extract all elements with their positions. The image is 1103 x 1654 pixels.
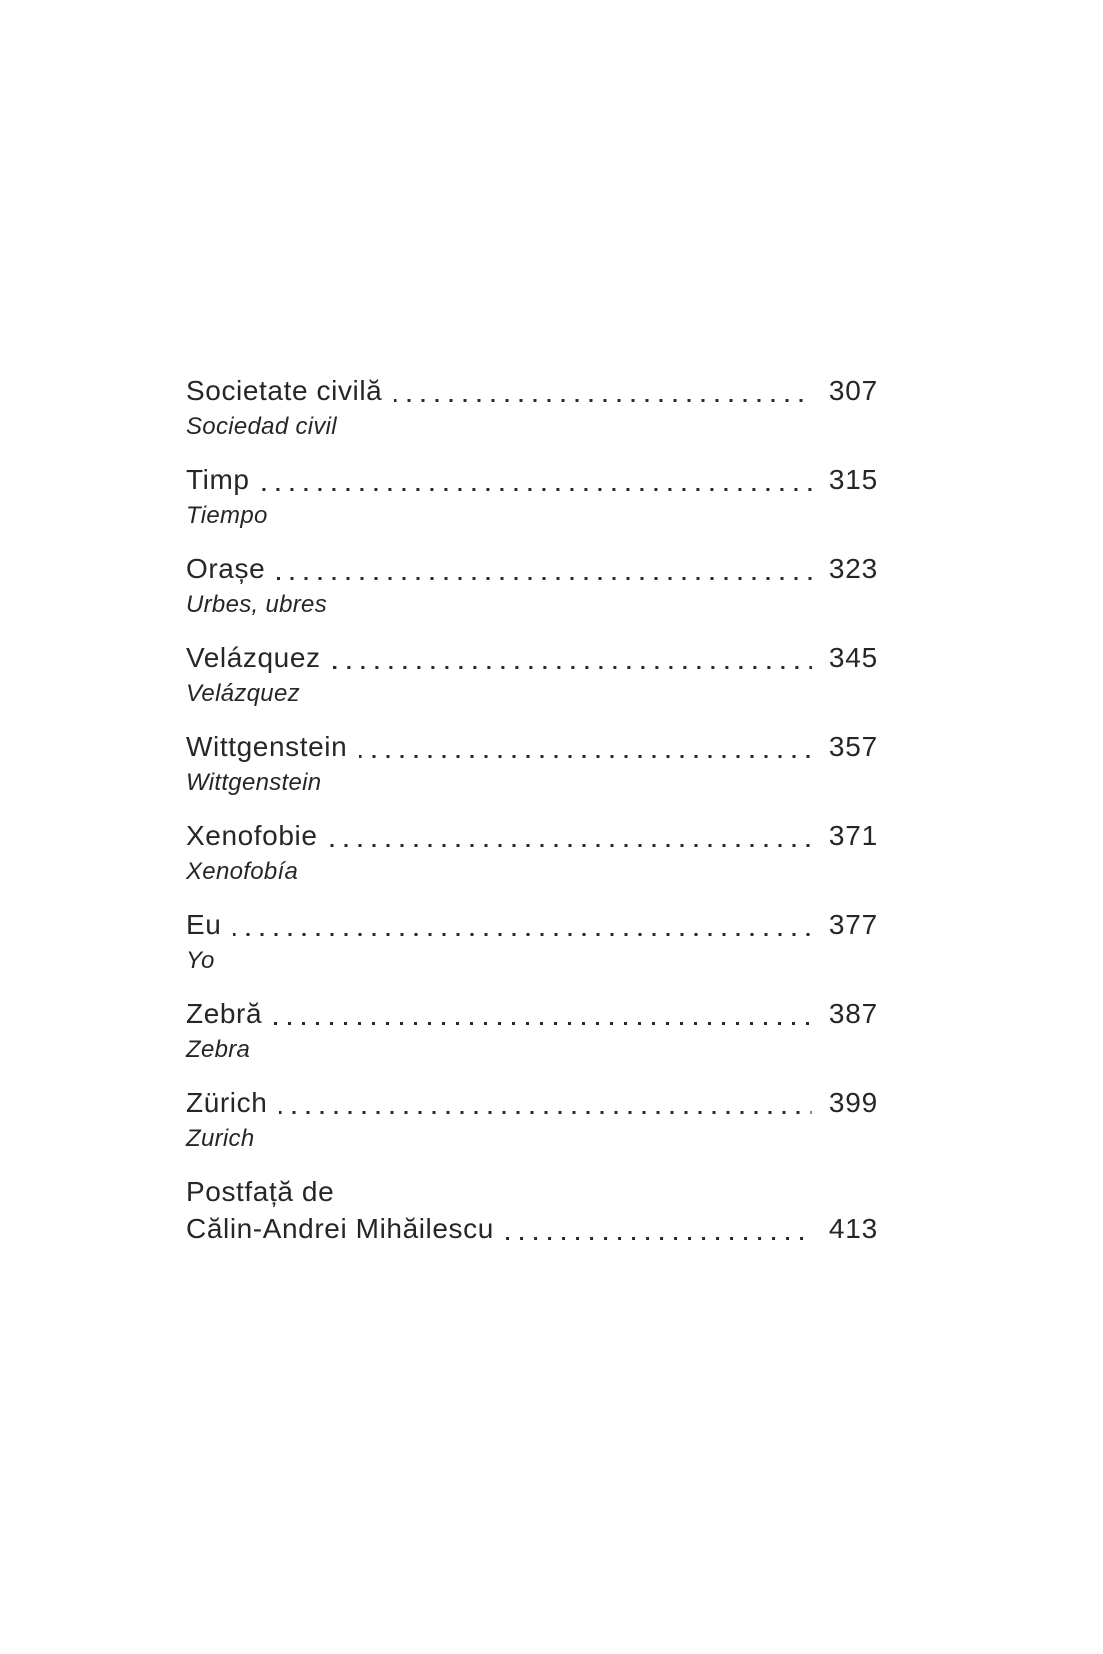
toc-entry	[186, 995, 878, 1068]
dot-leader	[274, 1022, 812, 1025]
toc-entry-page-number: 323	[828, 553, 878, 584]
toc-entry-page-number: 413	[828, 1213, 878, 1244]
toc-entry	[186, 906, 878, 979]
toc-entry-subtitle: Zebra	[186, 1036, 251, 1063]
toc-entry-row	[186, 550, 878, 587]
toc-entry	[186, 817, 878, 890]
toc-entry-row	[186, 728, 878, 765]
toc-entry-row	[186, 461, 878, 498]
toc-entry-page-number: 357	[828, 731, 878, 762]
toc-entry-row	[186, 817, 878, 854]
toc-entry-page-number: 371	[828, 820, 878, 851]
toc-entry-row	[186, 1084, 878, 1121]
dot-leader	[233, 933, 812, 936]
toc-entry-title-line2: Călin-Andrei Mihăilescu	[186, 1213, 494, 1244]
toc-entry-row	[186, 1210, 878, 1247]
dot-leader	[506, 1237, 812, 1240]
toc-entry-subtitle: Wittgenstein	[186, 769, 322, 796]
toc-entry	[186, 461, 878, 534]
toc-entry-page-number: 377	[828, 909, 878, 940]
toc-entry-subtitle: Yo	[186, 947, 215, 974]
dot-leader	[279, 1111, 812, 1114]
toc-entry-title: Wittgenstein	[186, 731, 348, 762]
table-of-contents	[186, 372, 878, 1263]
toc-entry	[186, 639, 878, 712]
toc-entry-subtitle: Velázquez	[186, 680, 300, 707]
toc-entry-title: Timp	[186, 464, 250, 495]
dot-leader	[394, 399, 812, 402]
dot-leader	[333, 666, 812, 669]
toc-entry-page-number: 345	[828, 642, 878, 673]
dot-leader	[330, 844, 812, 847]
toc-entry-row	[186, 995, 878, 1032]
toc-entry-row	[186, 906, 878, 943]
toc-entry-page-number: 307	[828, 375, 878, 406]
dot-leader	[359, 755, 812, 758]
toc-entry-title: Zebră	[186, 998, 263, 1029]
toc-entry	[186, 550, 878, 623]
toc-entry-subtitle: Zurich	[186, 1125, 255, 1152]
dot-leader	[262, 488, 812, 491]
toc-entry-postface	[186, 1173, 878, 1247]
toc-entry-page-number: 315	[828, 464, 878, 495]
toc-entry	[186, 728, 878, 801]
toc-entry-row	[186, 372, 878, 409]
toc-entry-title: Orașe	[186, 553, 266, 584]
toc-entry-title: Societate civilă	[186, 375, 383, 406]
toc-entry	[186, 372, 878, 445]
toc-entry-subtitle: Sociedad civil	[186, 413, 337, 440]
toc-entry-title-line1: Postfață de	[186, 1176, 335, 1207]
toc-entry-title: Eu	[186, 909, 222, 940]
toc-entry-page-number: 387	[828, 998, 878, 1029]
toc-entry-row	[186, 639, 878, 676]
toc-entry-subtitle: Urbes, ubres	[186, 591, 327, 618]
toc-entry-title: Xenofobie	[186, 820, 318, 851]
toc-entry-page-number: 399	[828, 1087, 878, 1118]
toc-entry-subtitle: Xenofobía	[186, 858, 299, 885]
dot-leader	[277, 577, 812, 580]
toc-entry-subtitle: Tiempo	[186, 502, 268, 529]
toc-entry-title: Zürich	[186, 1087, 268, 1118]
toc-entry	[186, 1084, 878, 1157]
toc-entry-title: Velázquez	[186, 642, 321, 673]
